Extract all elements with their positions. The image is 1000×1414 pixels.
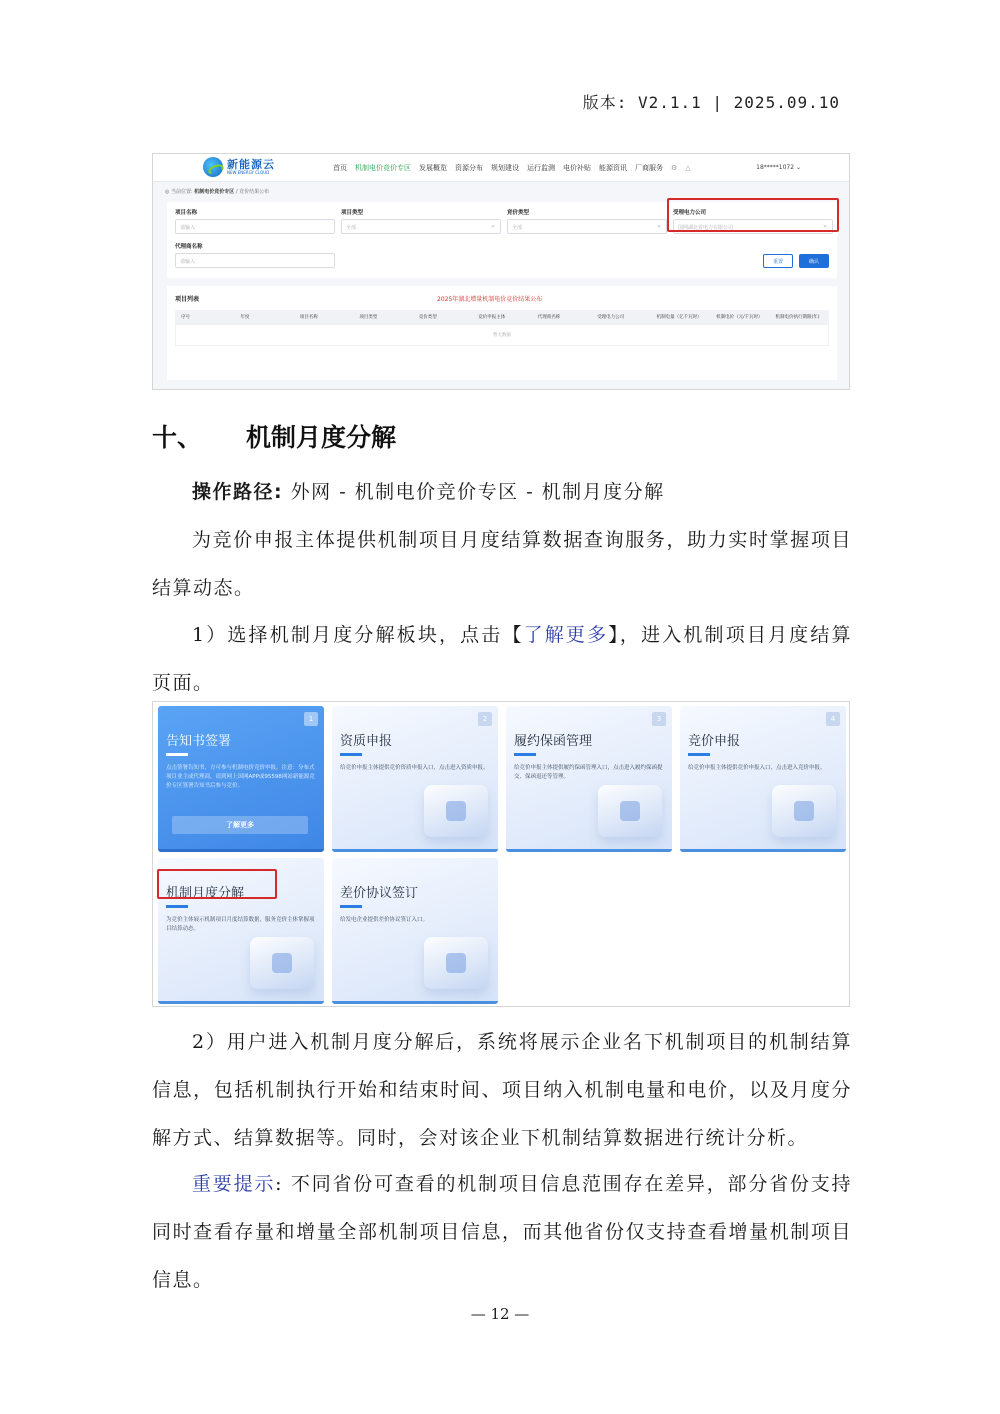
highlight-box [667, 198, 839, 232]
settings-icon[interactable]: ⚙ [671, 164, 678, 172]
operation-path: 操作路径: 外网 - 机制电价竞价专区 - 机制月度分解 [192, 481, 665, 503]
bid-type-select[interactable]: 全部 ⌄ [507, 219, 667, 234]
card-description: 给竞价申报主体提供竞价资质申报入口，点击进入资质申报。 [340, 765, 489, 771]
menu-item-subsidy[interactable]: 电价补贴 [563, 164, 591, 172]
results-notice-link[interactable]: 2025年湖北增量机制电价竞价结果公布 [437, 296, 543, 303]
intro-paragraph: 为竞价申报主体提供机制项目月度结算数据查询服务，助力实时掌握项目结算动态。 [152, 529, 852, 599]
cube-icon [772, 785, 836, 837]
function-cards-screenshot [152, 701, 850, 1007]
column-header: 竞价类型 [418, 315, 437, 320]
card-bid-declaration[interactable] [680, 706, 846, 852]
card-description: 给竞价申报主体提供竞价申报入口，点击进入竞价申报。 [688, 765, 826, 771]
menu-item-vendor[interactable]: 厂商服务 [635, 164, 663, 172]
grid-company-field: 受理电力公司 国网湖北省电力有限公司 ⌄ [673, 208, 833, 234]
column-header: 项目名称 [299, 315, 318, 320]
breadcrumb-item-results: 竞价结果公布 [239, 189, 270, 195]
card-notice-signing[interactable] [158, 706, 324, 852]
location-icon: ◎ [165, 189, 170, 195]
logo-text: 新能源云 [227, 158, 275, 171]
tip-label: 重要提示 [192, 1173, 276, 1195]
agent-name-field: 代理商名称 请输入 [175, 242, 335, 268]
card-guarantee[interactable] [506, 706, 672, 852]
column-header: 机制电量（亿千瓦时） [656, 315, 702, 320]
card-number: 4 [826, 712, 840, 726]
bell-icon[interactable]: △ [685, 164, 691, 172]
bid-results-screenshot [152, 153, 850, 390]
breadcrumb-item-zone[interactable]: 机制电价竞价专区 [194, 189, 235, 195]
card-description: 为竞价主体展示机制项目月度结算数据，服务竞价主体掌握项目结算动态。 [166, 917, 315, 932]
code-document-icon [424, 785, 488, 837]
card-price-agreement[interactable] [332, 858, 498, 1004]
project-type-select[interactable]: 全部 ⌄ [341, 219, 501, 234]
column-header: 代理商名称 [537, 315, 561, 320]
learn-more-button[interactable]: 了解更多 [172, 816, 308, 834]
column-header: 序号 [181, 315, 190, 320]
project-name-field: 项目名称 请输入 [175, 208, 335, 234]
card-title: 履约保函管理 [514, 734, 593, 749]
card-description: 给竞价申报主体提供履约保函管理入口，点击进入履约保函提交、保函退还等管理。 [514, 765, 663, 780]
column-header: 年度 [240, 315, 250, 320]
card-number: 3 [652, 712, 666, 726]
table-header [175, 310, 829, 324]
menu-item-bid-zone[interactable]: 机制电价竞价专区 [355, 164, 411, 172]
page-number: — 12 — [470, 1305, 530, 1323]
card-number: 1 [304, 712, 318, 726]
step2-paragraph: 2）用户进入机制月度分解后，系统将展示企业名下机制项目的机制结算信息，包括机制执行开始和结束时间、项目纳入机制电量和电价，以及月度分解方式、结算数据等。同时，会对该企业下机制结算数据进行统计分析。 [152, 1031, 852, 1149]
step1-paragraph: 1）选择机制月度分解板块，点击【了解更多】，进入机制项目月度结算页面。 [152, 624, 852, 694]
agent-name-input[interactable]: 请输入 [175, 253, 335, 268]
column-header: 项目类型 [359, 315, 378, 320]
menu-item-monitoring[interactable]: 运行监测 [527, 164, 555, 172]
card-description: 给发电企业提供差价协议签订入口。 [340, 917, 429, 923]
hand-cubes-icon [250, 937, 314, 989]
card-qualification[interactable] [332, 706, 498, 852]
column-header: 机制电价执行期限(年) [775, 315, 820, 320]
card-title: 资质申报 [340, 734, 393, 749]
menu-item-planning[interactable]: 规划建设 [491, 164, 519, 172]
section-heading [152, 418, 396, 454]
project-type-field: 项目类型 全部 ⌄ [341, 208, 501, 234]
site-logo[interactable] [203, 157, 275, 177]
project-name-input[interactable]: 请输入 [175, 219, 335, 234]
grid-company-select[interactable]: 国网湖北省电力有限公司 ⌄ [673, 219, 833, 234]
menu-item-resources[interactable]: 资源分布 [455, 164, 483, 172]
card-title: 机制月度分解 [166, 886, 245, 901]
column-header: 机制电价（元/千瓦时） [716, 315, 763, 320]
list-title: 项目列表 [175, 296, 200, 303]
bid-type-field: 竞价类型 全部 ⌄ [507, 208, 667, 234]
menu-item-overview[interactable]: 发展概览 [419, 164, 447, 172]
server-stack-icon [598, 785, 662, 837]
section-number: 十、 [152, 423, 203, 452]
version-label: 版本: V2.1.1 | 2025.09.10 [582, 93, 840, 112]
cloud-logo-icon [203, 157, 223, 177]
card-description: 点击签署告知书，方可参与机制电价竞价申报。注意：分布式项目业主或代理商，请到网上国网APP或95598网站新能源竞价专区签署告知书后参与竞价。 [166, 765, 315, 789]
section-title: 机制月度分解 [246, 423, 397, 452]
filter-panel [167, 202, 837, 278]
logo-subtext: NEW ENERGY CLOUD [227, 170, 270, 175]
column-header: 竞价申报主体 [478, 315, 506, 320]
user-account[interactable]: 18*****1072 ⌄ [756, 164, 801, 171]
empty-state: 暂无数据 [175, 324, 829, 346]
card-title: 差价协议签订 [340, 886, 419, 901]
main-menu [333, 154, 691, 182]
card-title: 告知书签署 [166, 734, 232, 749]
card-title: 竞价申报 [688, 734, 741, 749]
reset-button[interactable]: 重置 [763, 254, 793, 268]
column-header: 受理电力公司 [597, 315, 625, 320]
card-number: 2 [478, 712, 492, 726]
learn-more-link[interactable]: 了解更多 [523, 624, 609, 646]
document-chart-icon [424, 937, 488, 989]
menu-item-news[interactable]: 能源资讯 [599, 164, 627, 172]
project-list-panel [167, 286, 837, 380]
highlight-box [157, 869, 277, 899]
top-nav [153, 154, 849, 182]
menu-item-home[interactable]: 首页 [333, 164, 347, 172]
tip-paragraph: 重要提示: 不同省份可查看的机制项目信息范围存在差异，部分省份支持同时查看存量和增量全部机制项目信息，而其他省份仅支持查看增量机制项目信息。 [152, 1173, 852, 1291]
breadcrumb: ◎ 当前位置: 机制电价竞价专区 / 竞价结果公布 [165, 189, 270, 195]
confirm-button[interactable]: 确认 [799, 254, 829, 268]
